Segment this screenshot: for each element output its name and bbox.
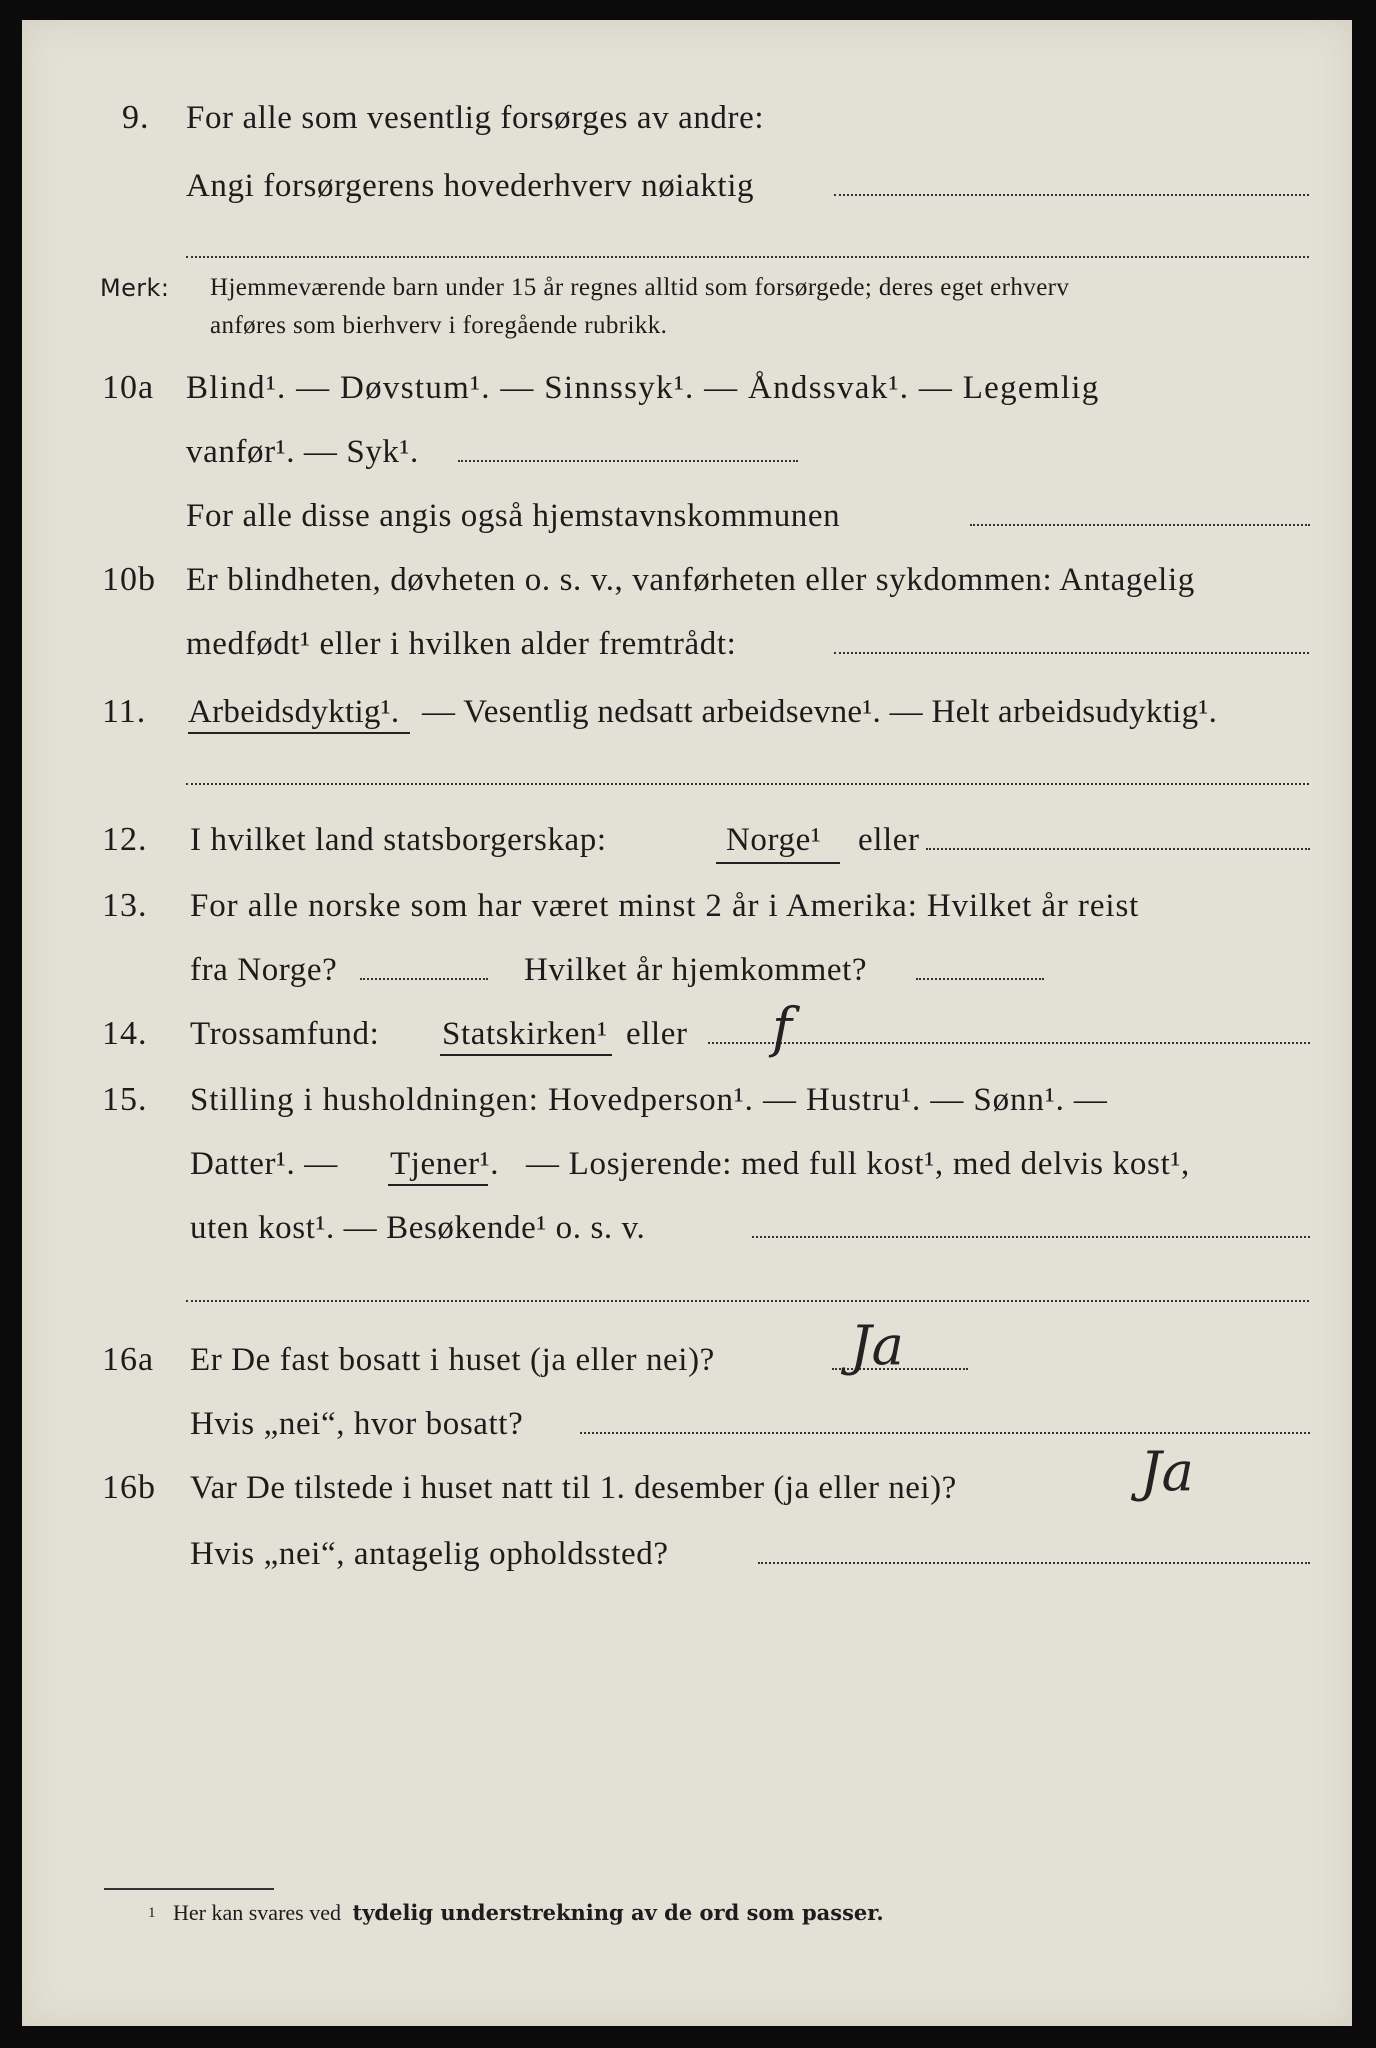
underline-mark [716, 862, 840, 864]
answer-line[interactable] [186, 783, 1309, 785]
note-text: anføres som bierhverv i foregående rubrikk. [210, 312, 668, 339]
question-number: 14. [102, 1015, 148, 1052]
question-text: Er blindheten, døvheten o. s. v., vanførheten eller sykdommen: Antagelig [186, 562, 1195, 598]
question-text: For alle disse angis også hjemstavnskommunen [186, 498, 841, 534]
footnote-rule [104, 1888, 274, 1890]
underline-mark [188, 732, 410, 734]
question-text: I hvilket land statsborgerskap: [190, 822, 607, 858]
question-16b [0, 1440, 1376, 1518]
question-10b-line-2 [0, 614, 1376, 674]
handwritten-answer: f [772, 996, 792, 1059]
note-text: Hjemmeværende barn under 15 år regnes alltid som forsørgede; deres eget erhverv [210, 274, 1070, 301]
question-text: fra Norge? [190, 952, 338, 988]
note-label: Merk: [100, 274, 170, 302]
question-number: 10b [102, 561, 156, 598]
option-tjener: Tjener¹. [390, 1146, 500, 1182]
question-text: Hvis „nei“, antagelig opholdssted? [190, 1536, 669, 1572]
answer-line[interactable] [834, 194, 1309, 196]
question-text: Hvilket år hjemkommet? [524, 952, 868, 988]
question-number: 9. [122, 99, 150, 136]
underline-mark [440, 1054, 612, 1056]
option-arbeidsdyktig: Arbeidsdyktig¹. [188, 694, 400, 730]
option-statskirken: Statskirken¹ [442, 1016, 608, 1052]
answer-line[interactable] [708, 1042, 1310, 1044]
question-text: uten kost¹. — Besøkende¹ o. s. v. [190, 1210, 646, 1246]
question-10a [0, 358, 1376, 418]
question-15 [0, 1070, 1376, 1130]
question-text: Er De fast bosatt i huset (ja eller nei)? [190, 1342, 715, 1378]
question-text: Hvis „nei“, hvor bosatt? [190, 1406, 524, 1442]
question-text: — Losjerende: med full kost¹, med delvis kost¹, [526, 1146, 1191, 1182]
answer-line[interactable] [752, 1236, 1310, 1238]
question-15-line-2 [0, 1134, 1376, 1194]
question-11 [0, 682, 1376, 742]
question-number: 13. [102, 887, 148, 924]
note [0, 268, 1376, 308]
question-13-line-2 [0, 940, 1376, 1000]
answer-line[interactable] [970, 524, 1310, 526]
question-15-line-3 [0, 1198, 1376, 1258]
question-text: vanfør¹. — Syk¹. [186, 434, 419, 470]
question-text: Stilling i husholdningen: Hovedperson¹. — Hustru¹. — Sønn¹. — [190, 1082, 1108, 1118]
question-number: 10a [102, 369, 155, 406]
handwritten-answer: Ja [850, 1314, 904, 1377]
question-text: medfødt¹ eller i hvilken alder fremtrådt: [186, 626, 737, 662]
question-number: 16b [102, 1469, 156, 1506]
question-text: For alle norske som har været minst 2 år i Amerika: Hvilket år reist [190, 888, 1140, 924]
footnote-mark: 1 [148, 1905, 156, 1921]
question-16b-line-2 [0, 1524, 1376, 1584]
question-number: 11. [102, 693, 147, 730]
option-norge: Norge¹ [726, 822, 822, 858]
answer-line[interactable] [926, 848, 1310, 850]
answer-line[interactable] [360, 978, 488, 980]
answer-line[interactable] [186, 1300, 1309, 1302]
question-text: Datter¹. — [190, 1146, 338, 1182]
answer-line[interactable] [458, 460, 798, 462]
question-text: Blind¹. — Døvstum¹. — Sinnssyk¹. — Åndssvak¹. — Legemlig [186, 370, 1100, 406]
answer-line[interactable] [758, 1562, 1310, 1564]
question-number: 12. [102, 821, 148, 858]
answer-line[interactable] [186, 256, 1309, 258]
question-text: Var De tilstede i huset natt til 1. desember (ja eller nei)? [190, 1470, 957, 1506]
question-text: Trossamfund: [190, 1016, 380, 1052]
question-9-line-2 [0, 156, 1376, 216]
question-number: 15. [102, 1081, 148, 1118]
question-text: — Vesentlig nedsatt arbeidsevne¹. — Helt arbeidsudyktig¹. [422, 694, 1218, 730]
question-text: Angi forsørgerens hovederhverv nøiaktig [186, 168, 755, 204]
question-text: eller [858, 822, 920, 858]
question-14 [0, 996, 1376, 1064]
question-10b [0, 550, 1376, 610]
question-9 [0, 88, 1376, 148]
note-line-2 [0, 306, 1376, 346]
question-text: For alle som vesentlig forsørges av andre: [186, 100, 765, 136]
question-text: eller [626, 1016, 688, 1052]
answer-line[interactable] [916, 978, 1044, 980]
question-10a-line-3 [0, 486, 1376, 546]
footnote-text: Her kan svares ved [173, 1900, 341, 1925]
question-10a-line-2 [0, 422, 1376, 482]
answer-line[interactable] [580, 1432, 1310, 1434]
underline-mark [388, 1184, 488, 1186]
question-number: 16a [102, 1341, 155, 1378]
handwritten-answer: Ja [1140, 1440, 1194, 1503]
answer-line[interactable] [834, 652, 1309, 654]
question-13 [0, 876, 1376, 936]
question-12 [0, 810, 1376, 870]
footnote [148, 1898, 884, 1928]
footnote-emphasis: tydelig understrekning av de ord som passer. [352, 1900, 884, 1925]
question-16a [0, 1314, 1376, 1390]
